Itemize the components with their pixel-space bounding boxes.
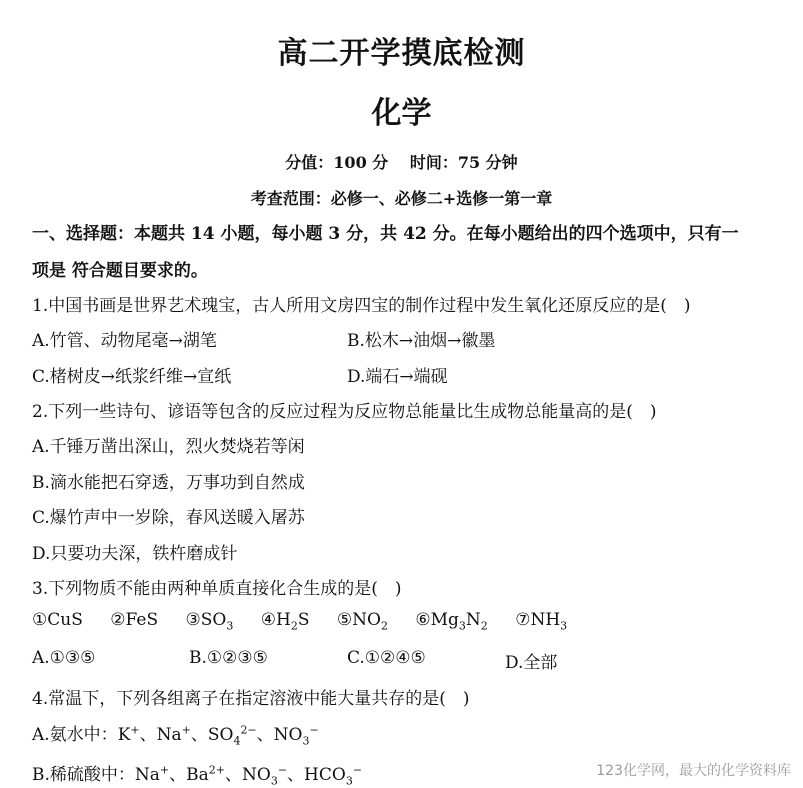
q2-option-d: D.只要功夫深，铁杵磨成针 [32, 544, 238, 564]
q1-stem: 1.中国书画是世界艺术瑰宝，古人所用文房四宝的制作过程中发生氧化还原反应的是( ) [32, 296, 691, 316]
q4-stem: 4.常温下，下列各组离子在指定溶液中能大量共存的是( ) [32, 689, 470, 709]
score-time: 分值：100 分 时间：75 分钟 [285, 153, 518, 172]
q3-substances [32, 610, 589, 632]
q2-option-b: B.滴水能把石穿透，万事功到自然成 [32, 473, 305, 493]
substance-3: $③SO_3$ [185, 610, 234, 633]
page-title: 高二开学摸底检测 [277, 36, 526, 71]
q2-option-c: C.爆竹声中一岁除，春风送暖入屠苏 [32, 508, 305, 528]
substance-1: ①CuS [32, 610, 83, 630]
exam-scope: 考查范围：必修一、必修二+选修一第一章 [250, 189, 553, 208]
substance-5: $⑤NO_2$ [336, 610, 388, 633]
q1-option-a: A.竹管、动物尾毫→湖笔 [32, 331, 217, 351]
watermark-text: 123化学网，最大的化学资料库 [592, 758, 795, 782]
q4-option-a: A.氨水中：K+、Na+、$SO_4^{2-}$、$NO_3^-$ [32, 723, 319, 748]
substance-7: $⑦NH_3$ [515, 610, 568, 633]
section-heading-line1: 一、选择题：本题共 14 小题，每小题 3 分，共 42 分。在每小题给出的四个选项中，只有一 [32, 224, 739, 244]
q3-option-a: A.①③⑤ [32, 648, 96, 668]
q3-option-d: D.全部 [505, 653, 558, 673]
section-heading-line2: 项是 符合题目要求的。 [32, 261, 208, 281]
substance-2: ②FeS [110, 610, 159, 630]
subject-title: 化学 [371, 96, 432, 131]
q4-option-b: B.稀硫酸中：Na+、$Ba^{2+}$、$NO_3^-$、$HCO_3^-$ [32, 763, 363, 788]
q2-stem: 2.下列一些诗句、谚语等包含的反应过程为反应物总能量比生成物总能量高的是( ) [32, 402, 657, 422]
q3-option-b: B.①②③⑤ [189, 648, 268, 668]
substance-6: $⑥Mg_3N_2$ [415, 610, 488, 633]
q3-option-c: C.①②④⑤ [347, 648, 426, 668]
q3-stem: 3.下列物质不能由两种单质直接化合生成的是( ) [32, 579, 402, 599]
q1-option-c: C.楮树皮→纸浆纤维→宣纸 [32, 367, 232, 387]
q2-option-a: A.千锤万凿出深山，烈火焚烧若等闲 [32, 437, 305, 457]
q1-option-d: D.端石→端砚 [347, 367, 448, 387]
substance-4: $④H_2S$ [260, 610, 310, 633]
q1-option-b: B.松木→油烟→徽墨 [347, 331, 496, 351]
